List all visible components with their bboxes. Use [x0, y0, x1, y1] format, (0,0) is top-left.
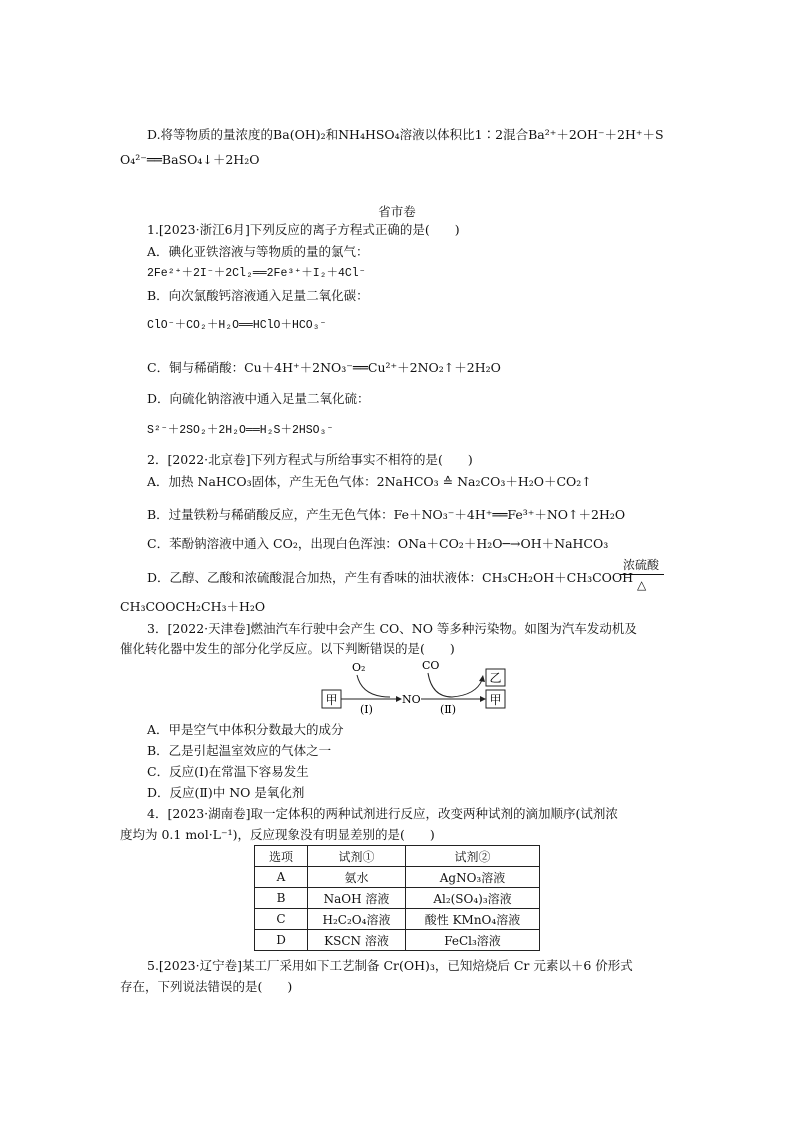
q1-option-c: C．铜与稀硝酸：Cu＋4H⁺＋2NO₃⁻══Cu²⁺＋2NO₂↑＋2H₂O — [147, 360, 501, 375]
table-cell: A — [255, 867, 308, 888]
co-label: CO — [422, 659, 440, 672]
prev-option-d-line1: D.将等物质的量浓度的Ba(OH)₂和NH₄HSO₄溶液以体积比1∶2混合Ba²⁺＋2OH⁻＋2H⁺＋S — [147, 127, 664, 142]
q3-stem-line1: 3．[2022·天津卷]燃油汽车行驶中会产生 CO、NO 等多种污染物。如图为汽车发动机及 — [147, 621, 637, 636]
q3-stem-line2: 催化转化器中发生的部分化学反应。以下判断错误的是( ) — [120, 641, 455, 656]
table-header-row — [255, 846, 540, 867]
q2-option-d-product: CH₃COOCH₂CH₃＋H₂O — [120, 599, 266, 614]
reagent-table — [254, 845, 540, 951]
q5-stem-line1: 5.[2023·辽宁卷]某工厂采用如下工艺制备 Cr(OH)₃，已知焙烧后 Cr 元素以＋6 价形式 — [147, 958, 633, 973]
q5-stem-line2: 存在，下列说法错误的是( ) — [120, 979, 293, 994]
table-cell: D — [255, 930, 308, 951]
table-header-cell: 试剂① — [308, 846, 406, 867]
table-cell: 酸性 KMnO₄溶液 — [406, 909, 540, 930]
table-cell: NaOH 溶液 — [308, 888, 406, 909]
prev-option-d-line2: O₄²⁻══BaSO₄↓＋2H₂O — [120, 152, 260, 167]
table-header-cell: 选项 — [255, 846, 308, 867]
q1-option-d: D．向硫化钠溶液中通入足量二氧化硫： — [147, 391, 370, 406]
table-cell: C — [255, 909, 308, 930]
q2-option-a: A．加热 NaHCO₃固体，产生无色气体：2NaHCO₃ ≙ Na₂CO₃＋H₂O＋CO₂↑ — [147, 474, 592, 489]
q2-option-b: B．过量铁粉与稀硝酸反应，产生无色气体：Fe＋NO₃⁻＋4H⁺══Fe³⁺＋NO↑＋2H₂O — [147, 507, 626, 522]
q1-option-a-equation: 2Fe²⁺＋2I⁻＋2Cl₂══2Fe³⁺＋I₂＋4Cl⁻ — [147, 267, 366, 280]
section-title: 省市卷 — [378, 204, 416, 219]
table-cell: FeCl₃溶液 — [406, 930, 540, 951]
o2-label: O₂ — [352, 661, 366, 674]
table-row — [255, 930, 540, 951]
q2-option-c: C．苯酚钠溶液中通入 CO₂，出现白色浑浊：ONa＋CO₂＋H₂O─→OH＋NaHCO₃ — [147, 536, 609, 551]
table-cell: 氨水 — [308, 867, 406, 888]
o2-curve — [357, 675, 390, 697]
q2-reaction-arrow — [620, 574, 664, 575]
no-label: NO — [402, 693, 421, 706]
table-header-cell: 试剂② — [406, 846, 540, 867]
q3-option-a: A．甲是空气中体积分数最大的成分 — [147, 722, 344, 737]
q2-condition-over-arrow: 浓硫酸 — [623, 558, 660, 572]
q1-option-b-equation: ClO⁻＋CO₂＋H₂O══HClO＋HCO₃⁻ — [147, 319, 327, 332]
reaction-2-label: (Ⅱ) — [440, 703, 457, 715]
reaction-1-label: (Ⅰ) — [360, 703, 373, 715]
q3-option-c: C．反应(Ⅰ)在常温下容易发生 — [147, 764, 309, 779]
co-curve — [428, 673, 482, 697]
reaction-diagram — [300, 655, 520, 715]
table-cell: B — [255, 888, 308, 909]
q4-stem-line2: 度均为 0.1 mol·L⁻¹)，反应现象没有明显差别的是( ) — [120, 827, 435, 842]
table-cell: KSCN 溶液 — [308, 930, 406, 951]
arrow-head-3 — [479, 675, 485, 682]
table-cell: Al₂(SO₄)₃溶液 — [406, 888, 540, 909]
arrow-head-2 — [480, 696, 486, 702]
q2-option-d: D．乙醇、乙酸和浓硫酸混合加热，产生有香味的油状液体：CH₃CH₂OH＋CH₃COOH — [147, 570, 634, 585]
jia-right-label: 甲 — [489, 693, 502, 707]
q1-option-a: A．碘化亚铁溶液与等物质的量的氯气： — [147, 244, 369, 259]
yi-label: 乙 — [489, 671, 502, 685]
q1-option-b: B．向次氯酸钙溶液通入足量二氧化碳： — [147, 288, 369, 303]
jia-left-label: 甲 — [325, 693, 338, 707]
table-row — [255, 888, 540, 909]
q3-option-d: D．反应(Ⅱ)中 NO 是氧化剂 — [147, 785, 305, 800]
table-cell: H₂C₂O₄溶液 — [308, 909, 406, 930]
q2-stem: 2．[2022·北京卷]下列方程式与所给事实不相符的是( ) — [147, 452, 473, 467]
q4-stem-line1: 4．[2023·湖南卷]取一定体积的两种试剂进行反应，改变两种试剂的滴加顺序(试剂浓 — [147, 806, 618, 821]
table-row — [255, 909, 540, 930]
table-row — [255, 867, 540, 888]
q1-option-d-equation: S²⁻＋2SO₂＋2H₂O══H₂S＋2HSO₃⁻ — [147, 424, 334, 437]
table-cell: AgNO₃溶液 — [406, 867, 540, 888]
q2-condition-under-arrow: △ — [637, 578, 647, 592]
q3-option-b: B．乙是引起温室效应的气体之一 — [147, 743, 332, 758]
q1-stem: 1.[2023·浙江6月]下列反应的离子方程式正确的是( ) — [147, 222, 460, 237]
